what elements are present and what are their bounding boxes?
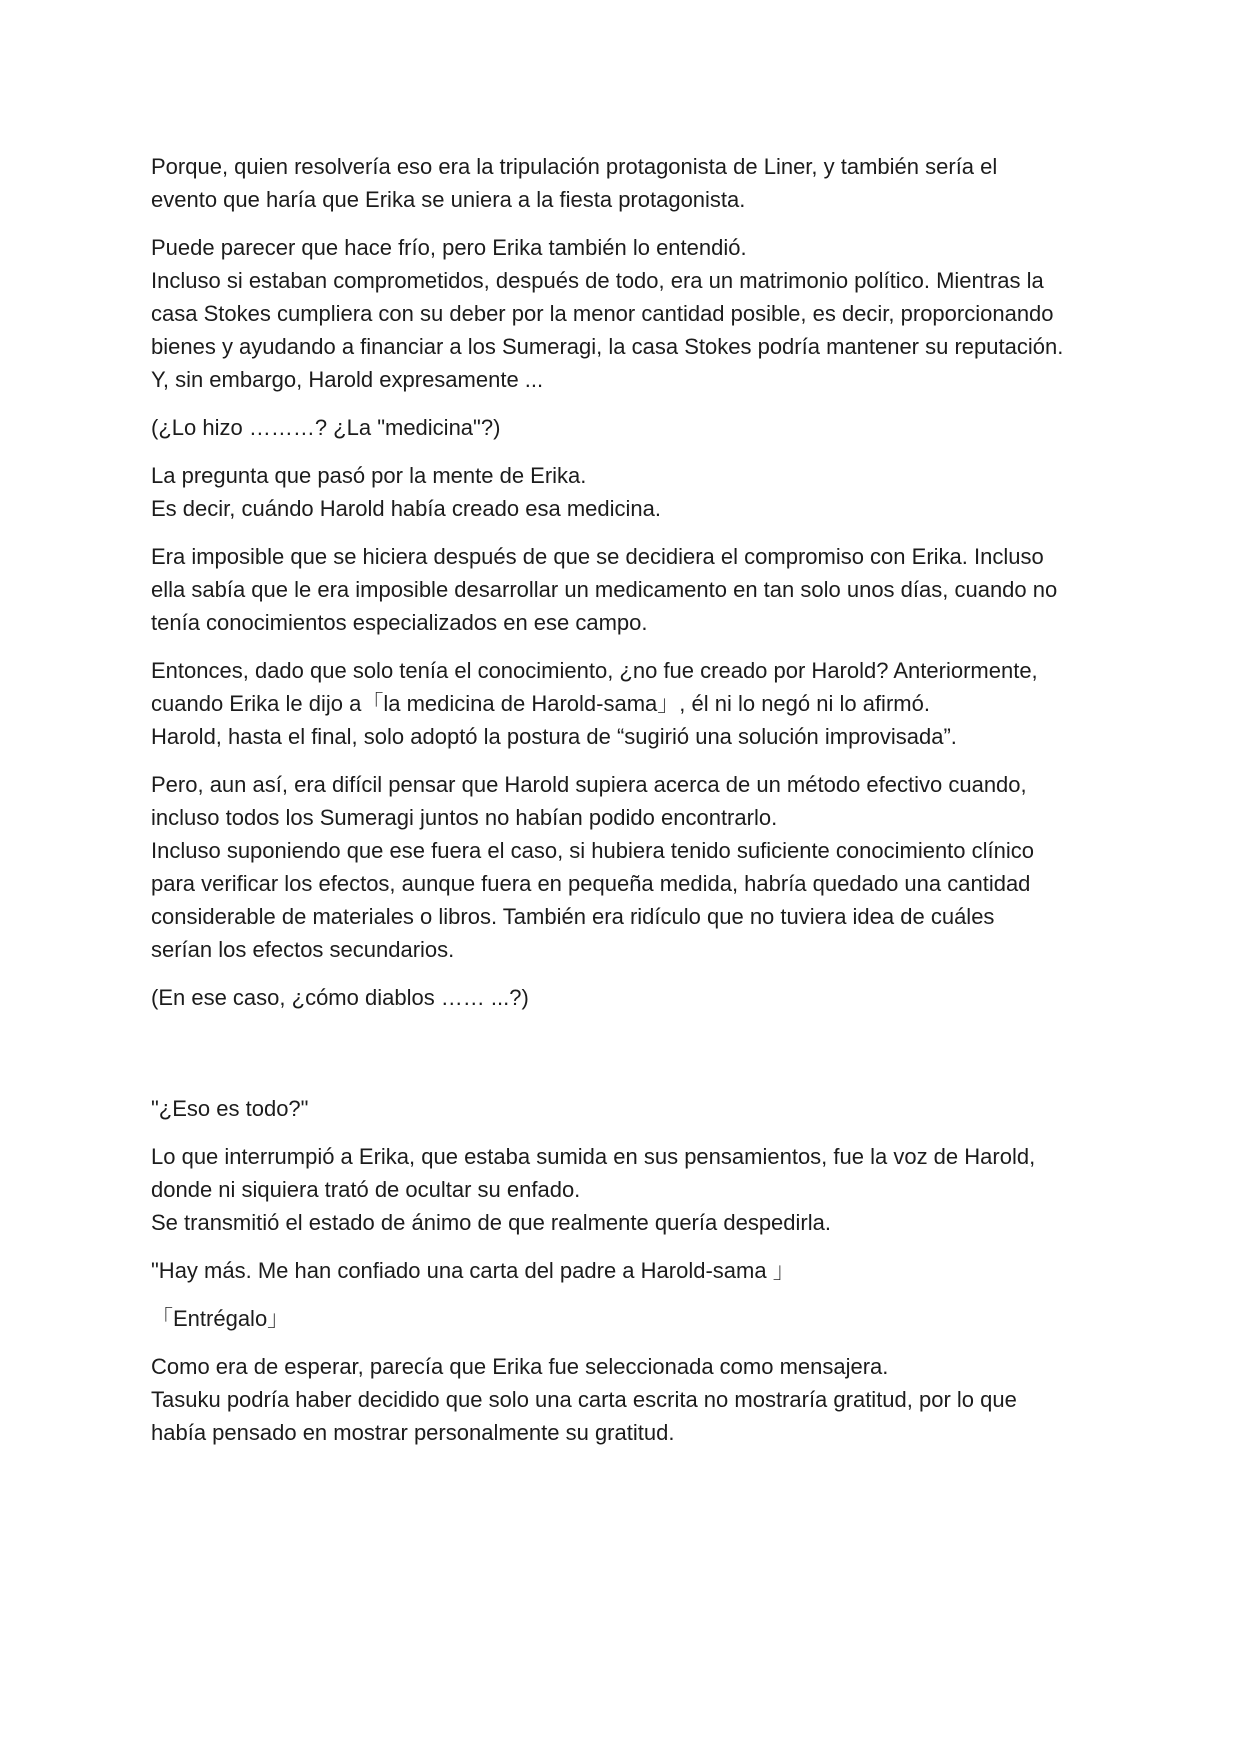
text-line: Pero, aun así, era difícil pensar que Harold supiera acerca de un método efectivo cuando, [151,772,1027,797]
text-line: "¿Eso es todo?" [151,1096,309,1121]
paragraph [151,150,1101,216]
text-line: donde ni siquiera trató de ocultar su enfado. [151,1177,581,1202]
text-line: cuando Erika le dijo a「la medicina de Harold-sama」, él ni lo negó ni lo afirmó. [151,691,930,716]
text-line: considerable de materiales o libros. También era ridículo que no tuviera idea de cuáles [151,904,995,929]
text-line: Y, sin embargo, Harold expresamente ... [151,367,544,392]
text-line: Lo que interrumpió a Erika, que estaba sumida en sus pensamientos, fue la voz de Harold, [151,1144,1036,1169]
document-page [151,150,1101,1464]
paragraph [151,654,1101,753]
text-line: Porque, quien resolvería eso era la tripulación protagonista de Liner, y también sería el [151,154,998,179]
text-line: (¿Lo hizo ………? ¿La "medicina"?) [151,415,501,440]
text-line: Incluso suponiendo que ese fuera el caso, si hubiera tenido suficiente conocimiento clínico [151,838,1034,863]
text-line: Tasuku podría haber decidido que solo una carta escrita no mostraría gratitud, por lo que [151,1387,1017,1412]
paragraph [151,981,1101,1014]
text-line: serían los efectos secundarios. [151,937,455,962]
text-line: Incluso si estaban comprometidos, después de todo, era un matrimonio político. Mientras la [151,268,1044,293]
text-line: ella sabía que le era imposible desarrollar un medicamento en tan solo unos días, cuando no [151,577,1058,602]
section-break [151,1029,1101,1092]
text-line: Era imposible que se hiciera después de que se decidiera el compromiso con Erika. Incluso [151,544,1044,569]
paragraph [151,1350,1101,1449]
text-line: Puede parecer que hace frío, pero Erika también lo entendió. [151,235,747,260]
text-line: Entonces, dado que solo tenía el conocimiento, ¿no fue creado por Harold? Anteriormente, [151,658,1038,683]
text-line: bienes y ayudando a financiar a los Sumeragi, la casa Stokes podría mantener su reputación. [151,334,1064,359]
text-line: Se transmitió el estado de ánimo de que realmente quería despedirla. [151,1210,831,1235]
text-line: Es decir, cuándo Harold había creado esa medicina. [151,496,661,521]
text-line: evento que haría que Erika se uniera a la fiesta protagonista. [151,187,746,212]
text-line: La pregunta que pasó por la mente de Erika. [151,463,587,488]
text-line: casa Stokes cumpliera con su deber por la menor cantidad posible, es decir, proporcionando [151,301,1054,326]
paragraph [151,540,1101,639]
text-line: tenía conocimientos especializados en ese campo. [151,610,648,635]
paragraph [151,1302,1101,1335]
paragraph [151,1254,1101,1287]
text-line: (En ese caso, ¿cómo diablos …… ...?) [151,985,529,1010]
text-line: para verificar los efectos, aunque fuera en pequeña medida, habría quedado una cantidad [151,871,1031,896]
paragraph [151,768,1101,966]
text-line: Harold, hasta el final, solo adoptó la postura de “sugirió una solución improvisada”. [151,724,957,749]
text-line: 「Entrégalo」 [151,1306,290,1331]
paragraph [151,231,1101,396]
text-line: Como era de esperar, parecía que Erika fue seleccionada como mensajera. [151,1354,889,1379]
paragraph [151,1092,1101,1125]
text-line: incluso todos los Sumeragi juntos no habían podido encontrarlo. [151,805,778,830]
paragraph [151,459,1101,525]
paragraph [151,411,1101,444]
text-line: había pensado en mostrar personalmente su gratitud. [151,1420,675,1445]
text-section-second [151,1092,1101,1449]
text-section-first [151,150,1101,1014]
paragraph [151,1140,1101,1239]
text-line: "Hay más. Me han confiado una carta del padre a Harold-sama 」 [151,1258,795,1283]
